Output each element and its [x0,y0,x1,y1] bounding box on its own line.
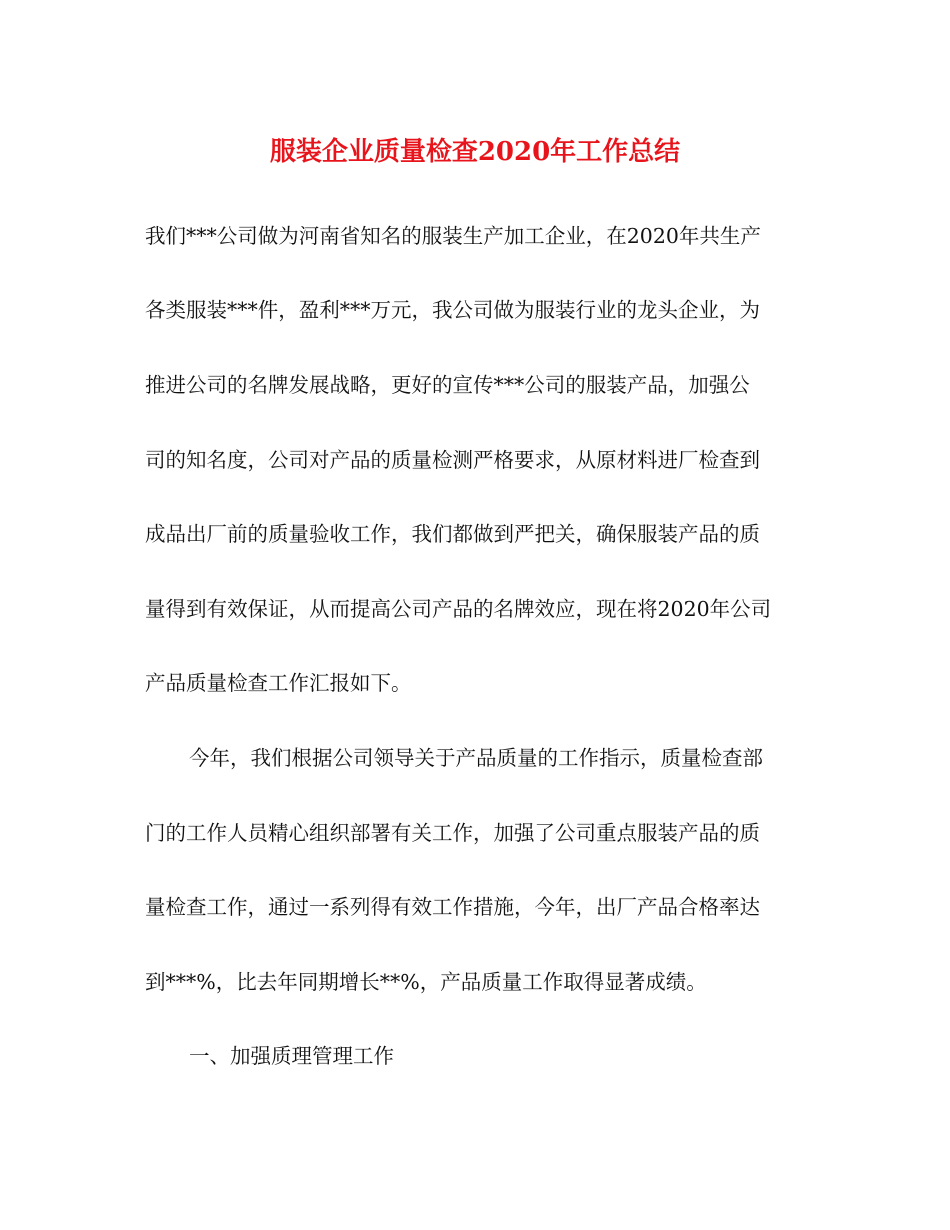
section-heading: 一、加强质理管理工作 [189,1044,394,1068]
paragraph-2-line-1: 今年，我们根据公司领导关于产品质量的工作指示，质量检查部 [189,746,763,770]
paragraph-1-line-3: 推进公司的名牌发展战略，更好的宣传***公司的服装产品，加强公 [145,373,750,397]
paragraph-2-line-3: 量检查工作，通过一系列得有效工作措施，今年，出厂产品合格率达 [145,895,760,919]
paragraph-1-line-7: 产品质量检查工作汇报如下。 [145,671,412,695]
paragraph-1-line-1: 我们***公司做为河南省知名的服装生产加工企业，在2020年共生产 [145,224,761,248]
paragraph-2-line-2: 门的工作人员精心组织部署有关工作，加强了公司重点服装产品的质 [145,821,760,845]
paragraph-1-line-5: 成品出厂前的质量验收工作，我们都做到严把关，确保服装产品的质 [145,522,760,546]
paragraph-2-line-4: 到***%，比去年同期增长**%，产品质量工作取得显著成绩。 [145,970,707,994]
document-body [145,0,813,1230]
paragraph-1-line-6: 量得到有效保证，从而提高公司产品的名牌效应，现在将2020年公司 [145,597,772,621]
document-title: 服装企业质量检查2020年工作总结 [269,137,681,167]
paragraph-1-line-2: 各类服装***件，盈利***万元，我公司做为服装行业的龙头企业，为 [145,298,760,322]
paragraph-1-line-4: 司的知名度，公司对产品的质量检测严格要求，从原材料进厂检查到 [145,448,760,472]
